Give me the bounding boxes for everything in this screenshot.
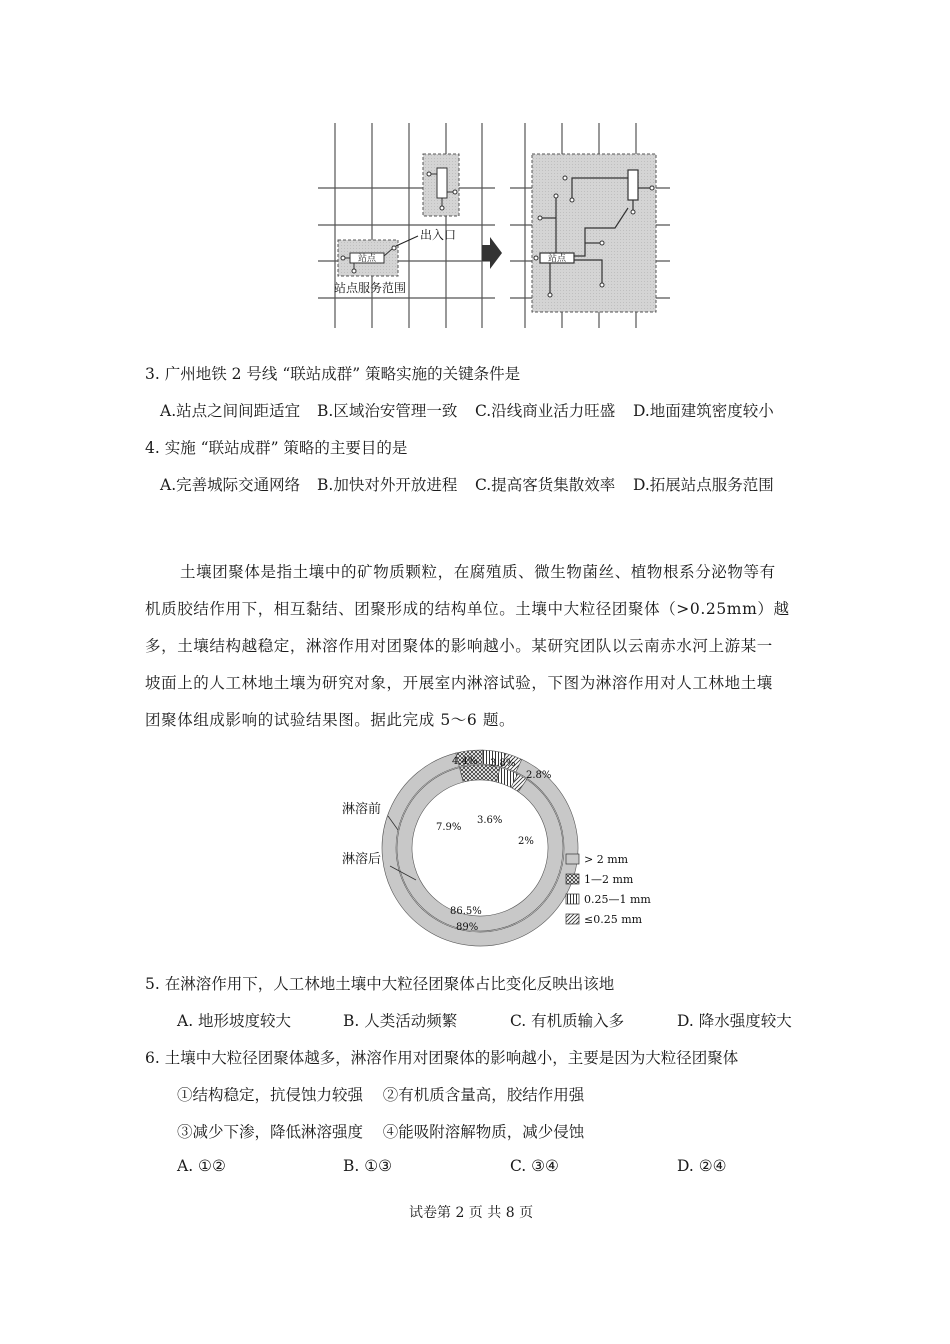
legend-le0.25mm: ≤0.25 mm: [584, 913, 643, 926]
page-footer: 试卷第 2 页 共 8 页: [409, 1205, 534, 1221]
question-3-stem: 3. 广州地铁 2 号线 “联站成群” 策略实施的关键条件是: [145, 365, 521, 383]
question-6-stem: 6. 土壤中大粒径团聚体越多，淋溶作用对团聚体的影响越小，主要是因为大粒径团聚体: [145, 1049, 739, 1067]
value-before-1-2mm: 4.4%: [452, 756, 478, 767]
question-4-stem: 4. 实施 “联站成群” 策略的主要目的是: [145, 439, 408, 457]
question-5-stem: 5. 在淋溶作用下，人工林地土壤中大粒径团聚体占比变化反映出该地: [145, 975, 615, 993]
passage-line-2: 机质胶结作用下，相互黏结、团聚形成的结构单位。土壤中大粒径团聚体（>0.25mm）越: [145, 600, 790, 618]
value-after-gt2mm: 86.5%: [450, 906, 482, 917]
arrow-right-icon: [482, 237, 502, 269]
question-5-option-c[interactable]: C. 有机质输入多: [510, 1012, 625, 1030]
ring-label-before: 淋溶前: [342, 802, 382, 817]
station-label-right: 站点: [547, 254, 567, 264]
question-3-option-d[interactable]: D.地面建筑密度较小: [633, 402, 774, 420]
passage-line-1: 土壤团聚体是指土壤中的矿物质颗粒，在腐殖质、微生物菌丝、植物根系分泌物等有: [180, 563, 776, 581]
passage-line-4: 坡面上的人工林地土壤为研究对象，开展室内淋溶试验，下图为淋溶作用对人工林地土壤: [145, 674, 773, 692]
question-6-option-b[interactable]: B. ①③: [343, 1157, 393, 1175]
passage-line-5: 团聚体组成影响的试验结果图。据此完成 5～6 题。: [145, 711, 516, 729]
question-3-option-c[interactable]: C.沿线商业活力旺盛: [475, 402, 616, 420]
station-label: 站点: [357, 254, 377, 264]
question-6-statements-line-2: ③减少下渗，降低淋溶强度 ④能吸附溶解物质，减少侵蚀: [177, 1123, 585, 1141]
value-before-0.25-1mm: 3.8%: [490, 758, 516, 769]
question-4-option-a[interactable]: A.完善城际交通网络: [160, 476, 301, 494]
legend-0.25-1mm: 0.25—1 mm: [584, 893, 651, 906]
chart-legend: [566, 853, 651, 926]
value-after-0.25-1mm: 3.6%: [477, 815, 503, 826]
service-area-label: 站点服务范围: [334, 281, 407, 295]
left-panel-grid: [318, 123, 495, 328]
legend-1-2mm: 1—2 mm: [584, 873, 634, 886]
question-5-option-b[interactable]: B. 人类活动频繁: [343, 1012, 458, 1030]
question-6-statements-line-1: ①结构稳定，抗侵蚀力较强 ②有机质含量高，胶结作用强: [177, 1086, 585, 1104]
question-3-option-b[interactable]: B.区域治安管理一致: [317, 402, 458, 420]
value-after-le0.25mm: 2%: [518, 836, 534, 847]
metro-station-map-figure: [310, 118, 670, 333]
passage-line-3: 多，土壤结构越稳定，淋溶作用对团聚体的影响越小。某研究团队以云南赤水河上游某一: [145, 637, 773, 655]
value-after-1-2mm: 7.9%: [436, 822, 462, 833]
question-6-option-a[interactable]: A. ①②: [177, 1157, 226, 1175]
question-5-option-a[interactable]: A. 地形坡度较大: [177, 1012, 292, 1030]
value-before-gt2mm: 89%: [456, 922, 479, 933]
ring-label-after: 淋溶后: [342, 852, 382, 867]
legend-gt2mm: > 2 mm: [584, 853, 629, 866]
question-3-option-a[interactable]: A.站点之间间距适宜: [160, 402, 301, 420]
value-before-le0.25mm: 2.8%: [526, 770, 552, 781]
question-4-option-c[interactable]: C.提高客货集散效率: [475, 476, 616, 494]
question-5-option-d[interactable]: D. 降水强度较大: [677, 1012, 792, 1030]
exit-label: 出入口: [420, 228, 457, 242]
question-4-option-b[interactable]: B.加快对外开放进程: [317, 476, 458, 494]
question-6-option-c[interactable]: C. ③④: [510, 1157, 559, 1175]
question-4-option-d[interactable]: D.拓展站点服务范围: [633, 476, 774, 494]
question-6-option-d[interactable]: D. ②④: [677, 1157, 727, 1175]
soil-aggregate-ring-chart: [320, 748, 680, 948]
